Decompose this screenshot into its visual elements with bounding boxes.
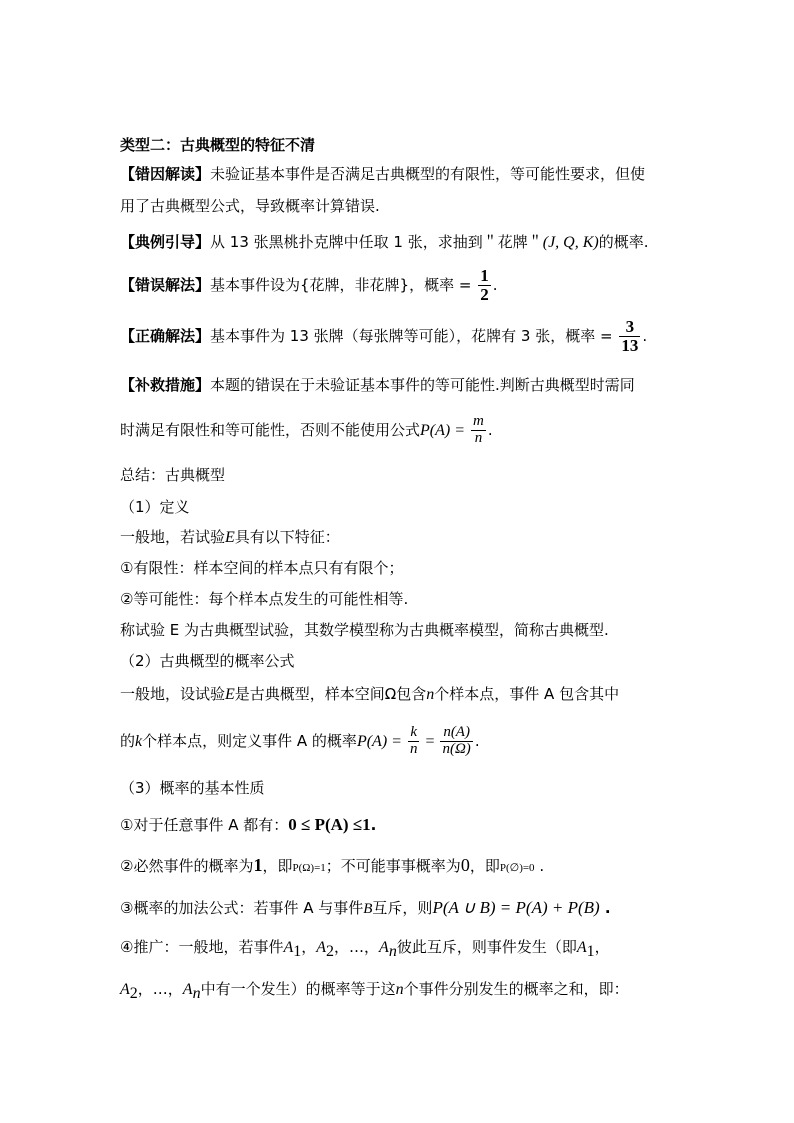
feature-equal-likely: ②等可能性：每个样本点发生的可能性相等. <box>120 590 409 608</box>
correct-fraction-num: 3 <box>619 318 640 337</box>
property-2-tail: . <box>534 857 545 875</box>
property-4-sep2: ，…， <box>334 938 380 956</box>
formula-var-n: n <box>426 686 435 703</box>
property-4-line1 <box>120 940 610 960</box>
definition-text-a: 一般地，若试验 <box>120 528 226 546</box>
property-1-text: ①对于任意事件 A 都有： <box>120 816 289 834</box>
formula-f2-num: n(A) <box>440 725 472 742</box>
property-4-an-sub: n <box>388 943 397 960</box>
formula-f1-den: n <box>409 741 418 757</box>
example-text: 从 13 张黑桃扑克牌中任取 1 张，求抽到＂花牌＂ <box>210 233 543 251</box>
formula-fraction-counts <box>440 725 472 758</box>
error-reason-text1: 未验证基本事件是否满足古典概型的有限性，等可能性要求，但使 <box>210 165 646 183</box>
property-4-line2-text-b: 中有一个发生）的概率等于这 <box>200 980 396 998</box>
property-4-a1-again-sub: 1 <box>586 943 595 960</box>
error-reason-text2: 用了古典概型公式，导致概率计算错误. <box>120 197 380 215</box>
property-4-a1-sub: 1 <box>293 943 302 960</box>
remedy-fraction-den: n <box>474 430 483 446</box>
example-set: (J, Q, K) <box>542 234 599 251</box>
property-1 <box>120 816 376 833</box>
property-4-tail1: ， <box>594 938 610 956</box>
property-4-line2 <box>120 982 629 1002</box>
correct-fraction-den: 13 <box>621 336 639 355</box>
remedy-tail: . <box>487 421 493 439</box>
property-1-math: 0 ≤ P(A) ≤1 <box>288 815 371 834</box>
definition-text-b: 具有以下特征： <box>234 528 340 546</box>
definition-conclusion: 称试验 E 为古典概型试验，其数学模型称为古典概率模型，简称古典概型. <box>120 621 609 639</box>
error-reason-line1 <box>120 167 645 182</box>
wrong-solution-label: 【错误解法】 <box>120 276 211 294</box>
wrong-solution-text: 基本事件设为{花牌，非花牌}，概率 = <box>210 276 477 294</box>
property-2-impossible-event: P(∅)=0 <box>499 862 535 874</box>
definition-line1 <box>120 530 340 546</box>
property-2-text-b: ，即 <box>262 857 293 875</box>
property-2 <box>120 856 544 874</box>
formula-text-d: 的 <box>120 732 136 750</box>
formula-line2 <box>120 718 480 764</box>
property-4-a2: A <box>316 939 327 956</box>
remedy-fraction <box>471 414 486 447</box>
example-line <box>120 235 649 251</box>
formula-text-c: 个样本点，事件 A 包含其中 <box>434 685 620 703</box>
remedy-label: 【补救措施】 <box>120 376 211 394</box>
property-4-a1: A <box>283 939 294 956</box>
property-2-text-a: ②必然事件的概率为 <box>120 857 254 875</box>
property-2-one: 1 <box>253 855 263 875</box>
formula-text-a: 一般地，设试验 <box>120 685 226 703</box>
property-4-line2-text-c: 个事件分别发生的概率之和，即： <box>403 980 629 998</box>
definition-var-e: E <box>225 529 235 546</box>
property-4-a1-again: A <box>576 939 587 956</box>
remedy-fraction-num: m <box>473 413 484 430</box>
correct-solution-tail: . <box>642 327 648 345</box>
property-4-line2-an-sub: n <box>192 985 201 1002</box>
formula-f1-num: k <box>408 725 420 742</box>
property-3 <box>120 899 611 917</box>
property-4-line2-an: A <box>182 981 193 998</box>
property-4-line2-a2-sub: 2 <box>129 985 138 1002</box>
formula-text-e: 个样本点，则定义事件 A 的概率 <box>142 732 357 750</box>
property-3-tail: . <box>599 899 611 917</box>
correct-solution-text: 基本事件为 13 张牌（每张牌等可能），花牌有 3 张，概率 = <box>210 327 618 345</box>
remedy-line2 <box>120 410 493 450</box>
formula-var-k: k <box>135 733 143 750</box>
formula-lhs: P(A) = <box>356 733 406 750</box>
formula-fraction-k-n <box>408 725 420 758</box>
property-2-text-c: ；不可能事事概率为 <box>325 857 461 875</box>
formula-var-e: E <box>225 686 235 703</box>
formula-equals: = <box>421 733 439 750</box>
property-3-text-a: ③概率的加法公式：若事件 A 与事件 <box>120 899 364 917</box>
error-reason-label: 【错因解读】 <box>120 165 211 183</box>
formula-text-b: 是古典概型，样本空间Ω包含 <box>234 685 427 703</box>
property-2-zero: 0 <box>460 855 470 875</box>
wrong-fraction-num: 1 <box>480 266 489 286</box>
remedy-formula-lhs: P(A) = <box>420 422 470 439</box>
property-4-sep1: ， <box>301 938 317 956</box>
property-3-var-b: B <box>363 901 373 917</box>
example-label: 【典例引导】 <box>120 233 211 251</box>
property-4-text-b: 彼此互斥，则事件发生（即 <box>396 938 577 956</box>
remedy-text1: 本题的错误在于未验证基本事件的等可能性.判断古典概型时需同 <box>210 376 635 394</box>
correct-solution-line <box>120 315 647 357</box>
properties-title: （3）概率的基本性质 <box>120 779 265 797</box>
summary-title: 总结：古典概型 <box>120 466 226 484</box>
property-4-text-a: ④推广：一般地，若事件 <box>120 938 284 956</box>
property-2-certain-event: P(Ω)=1 <box>292 862 326 874</box>
property-4-a2-sub: 2 <box>326 943 335 960</box>
wrong-solution-line <box>120 266 498 304</box>
formula-line1 <box>120 687 619 703</box>
property-2-text-d: ，即 <box>469 857 500 875</box>
property-4-an: A <box>379 939 389 956</box>
section-heading: 类型二：古典概型的特征不清 <box>120 136 316 154</box>
property-4-line2-a2: A <box>120 981 130 998</box>
property-3-addition-formula: P(A ∪ B) = P(A) + P(B) <box>432 898 600 917</box>
definition-title: （1）定义 <box>120 498 190 516</box>
feature-finite: ①有限性：样本空间的样本点只有有限个； <box>120 559 404 577</box>
remedy-line1 <box>120 378 635 393</box>
property-4-line2-n: n <box>395 981 404 998</box>
example-tail: 的概率. <box>598 233 649 251</box>
property-1-tail: . <box>370 816 377 834</box>
correct-solution-label: 【正确解法】 <box>120 327 211 345</box>
formula-title: （2）古典概型的概率公式 <box>120 652 295 670</box>
remedy-text2: 时满足有限性和等可能性，否则不能使用公式 <box>120 421 421 439</box>
property-4-line2-sep: ，…， <box>137 980 183 998</box>
formula-f2-den: n(Ω) <box>442 741 471 757</box>
wrong-fraction-den: 2 <box>480 285 489 304</box>
wrong-solution-tail: . <box>492 276 498 294</box>
property-3-text-b: 互斥，则 <box>372 899 433 917</box>
wrong-fraction <box>478 267 491 304</box>
formula-tail: . <box>474 732 480 750</box>
correct-fraction <box>619 318 640 355</box>
